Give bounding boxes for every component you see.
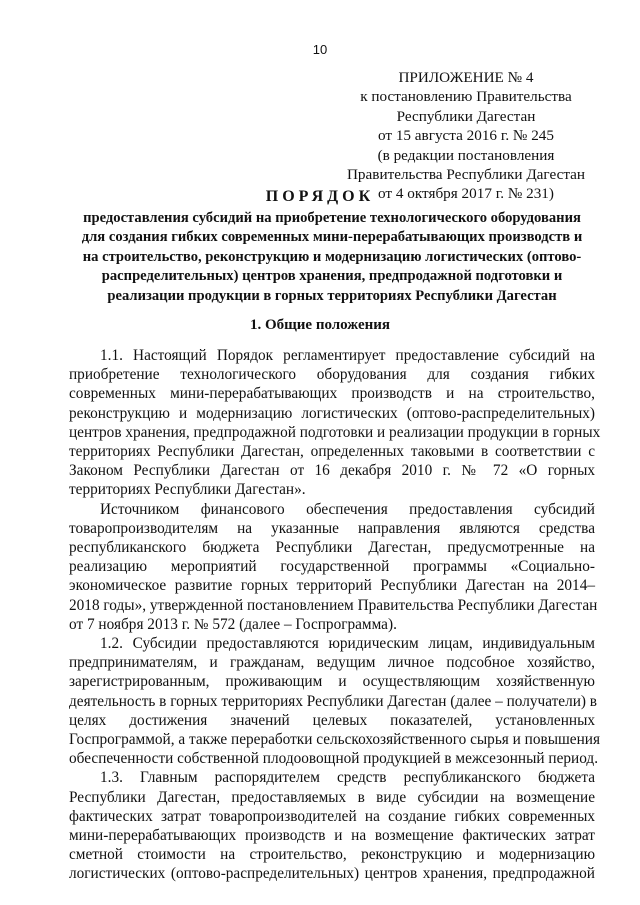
paragraph-line: целях достижения значений целевых показателей, установленных: [69, 711, 595, 729]
document-subtitle: [70, 209, 594, 306]
paragraph-line: логистических (оптово-распределительных) центров хранения, предпродажной: [69, 865, 595, 883]
paragraph-line: обеспеченности собственной плодоовощной продукцией в межсезонный период.: [69, 750, 599, 768]
subtitle-line: на строительство, реконструкцию и модернизацию логистических (оптово-: [82, 248, 582, 265]
subtitle-line: предоставления субсидий на приобретение технологического оборудования: [83, 210, 581, 226]
paragraph-line: приобретение технологического оборудования для создания гибких: [69, 366, 595, 384]
paragraph-line: фактических затрат товаропроизводителей на создание гибких современных: [69, 807, 595, 825]
subtitle-line: распределительных) центров хранения, предпродажной подготовки и: [101, 268, 563, 285]
paragraph-line: 1.3. Главным распорядителем средств республиканского бюджета: [100, 769, 595, 787]
appendix-header: [336, 68, 596, 204]
paragraph-line: реализацию мероприятий государственной программы «Социально-: [69, 558, 595, 576]
page-number: 10: [312, 42, 328, 57]
paragraph-line: Законом Республики Дагестан от 16 декабря 2010 г. № 72 «О горных: [69, 462, 595, 480]
paragraph-line: предпринимателям, и гражданам, ведущим личное подсобное хозяйство,: [69, 654, 595, 672]
appendix-line: Республики Дагестан: [396, 107, 536, 125]
paragraph-line: мини-перерабатывающих производств и на возмещение фактических затрат: [69, 827, 595, 845]
paragraph-line: Источником финансового обеспечения предоставления субсидий: [100, 500, 595, 518]
paragraph-line: деятельность в горных территориях Республики Дагестан (далее – получатели) в: [69, 692, 598, 710]
appendix-line: (в редакции постановления: [377, 146, 555, 164]
appendix-line: от 4 октября 2017 г. № 231): [378, 185, 554, 203]
paragraph-line: Республики Дагестан, предоставляемых в виде субсидии на возмещение: [69, 788, 595, 806]
appendix-line: Правительства Республики Дагестан: [346, 166, 586, 184]
paragraph-line: от 7 ноября 2013 г. № 572 (далее – Госпрограмма).: [69, 615, 397, 633]
paragraph-line: 1.2. Субсидии предоставляются юридическим лицам, индивидуальным: [100, 635, 595, 653]
paragraph-line: 1.1. Настоящий Порядок регламентирует предоставление субсидий на: [100, 347, 595, 364]
paragraph-line: экономическое развитие горных территорий Республики Дагестан на 2014–: [69, 577, 595, 595]
paragraph-line: центров хранения, предпродажной подготовки и реализации продукции в горных: [69, 423, 601, 441]
paragraph-line: реконструкцию и модернизацию логистических (оптово-распределительных): [69, 404, 595, 422]
paragraph-line: 2018 годы», утвержденной постановлением Правительства Республики Дагестан: [69, 596, 598, 614]
paragraph-line: территориях Республики Дагестан, определенных таковыми в соответствии с: [69, 443, 595, 461]
paragraph-line: сметной стоимости на строительство, реконструкцию и модернизацию: [69, 846, 595, 864]
paragraph-line: товаропроизводителям на указанные направления являются средства: [69, 519, 595, 537]
appendix-line: к постановлению Правительства: [360, 88, 572, 106]
appendix-line: от 15 августа 2016 г. № 245: [378, 127, 554, 145]
document-title: ПОРЯДОК: [265, 188, 375, 205]
section-heading: 1. Общие положения: [249, 317, 391, 333]
paragraph-line: зарегистрированным, проживающим и осуществляющим хозяйственную: [69, 673, 595, 691]
subtitle-line: для создания гибких современных мини-перерабатывающих производств и: [81, 229, 583, 246]
paragraph-line: территориях Республики Дагестан».: [69, 481, 306, 499]
appendix-line: ПРИЛОЖЕНИЕ № 4: [398, 69, 534, 86]
paragraph-line: Госпрограммой, а также переработки сельскохозяйственного сырья и повышения: [69, 731, 600, 749]
body-text: [69, 346, 601, 884]
paragraph-line: современных мини-перерабатывающих производств и на строительство,: [69, 385, 595, 403]
subtitle-line: реализации продукции в горных территориях Республики Дагестан: [107, 287, 557, 304]
paragraph-line: республиканского бюджета Республики Дагестан, предусмотренные на: [69, 539, 595, 557]
